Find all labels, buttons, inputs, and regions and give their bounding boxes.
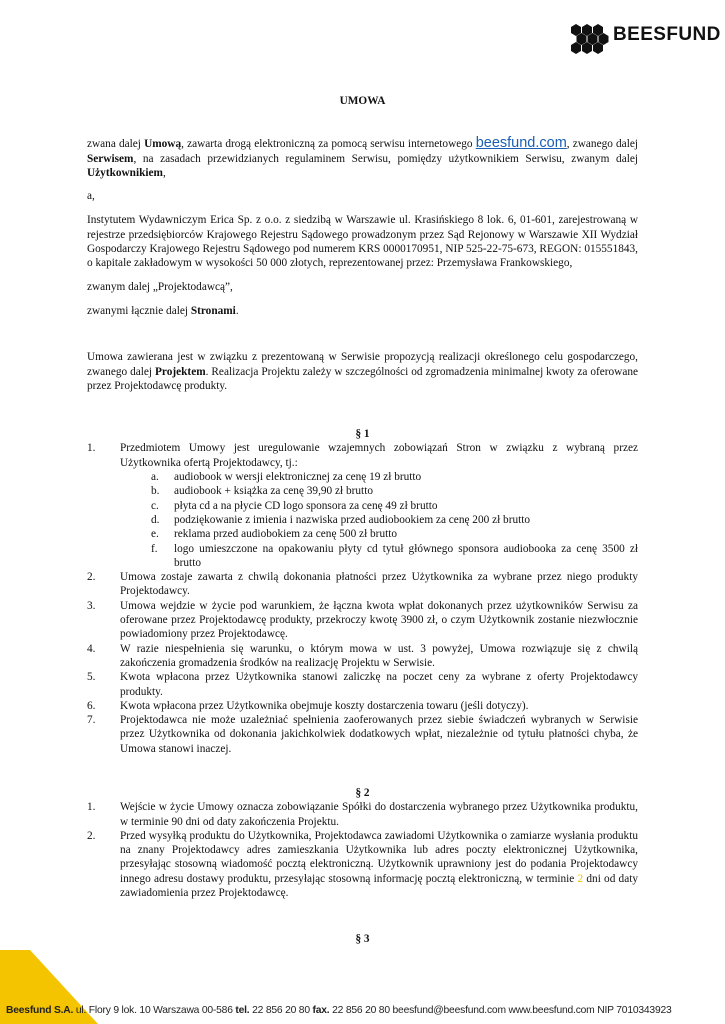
- list-item: 5. Kwota wpłacona przez Użytkownika stanowi zaliczkę na poczet ceny za wybrane z oferty Projektodawcy produkty.: [87, 671, 638, 698]
- document-body: [87, 94, 638, 947]
- document-title: UMOWA: [339, 95, 386, 107]
- section-1-heading: § 1: [355, 428, 370, 441]
- section-2-heading: § 2: [355, 786, 370, 799]
- sub-list-item: b. audiobook + książka za cenę 39,90 zł brutto: [151, 485, 373, 498]
- footer-tel: 22 856 20 80: [249, 1004, 313, 1016]
- logo-text: BEESFUND: [613, 24, 721, 45]
- strony-paragraph: zwanymi łącznie dalej Stronami.: [87, 304, 239, 317]
- honeycomb-icon: [569, 22, 611, 56]
- sub-list-item: d. podziękowanie z imienia i nazwiska przed audiobookiem za cenę 200 zł brutto: [151, 513, 531, 526]
- projektodawca-paragraph: zwanym dalej „Projektodawcą”,: [87, 280, 233, 293]
- list-item: 1. Wejście w życie Umowy oznacza zobowiązanie Spółki do dostarczenia wybranego przez Użytkownika produktu, w terminie 90 dni od daty zakończenia Projektu.: [87, 801, 638, 828]
- footer-address: ul. Flory 9 lok. 10 Warszawa 00-586: [73, 1004, 236, 1016]
- list-item: 6. Kwota wpłacona przez Użytkownika obejmuje koszty dostarczenia towaru (jeśli dotyczy).: [87, 699, 529, 712]
- highlighted-days: 2: [577, 872, 584, 885]
- sub-list-item: c. płyta cd a na płycie CD logo sponsora za cenę 49 zł brutto: [151, 499, 438, 512]
- section-3-heading: § 3: [355, 933, 370, 946]
- sub-list-item: e. reklama przed audiobokiem za cenę 500 zł brutto: [151, 528, 398, 541]
- footer: Beesfund S.A. ul. Flory 9 lok. 10 Warszawa 00-586 tel. 22 856 20 80 fax. 22 856 20 80 beesfund@beesfund.com www.beesfund.com NIP 7010343923: [6, 1004, 672, 1016]
- footer-contact: 22 856 20 80 beesfund@beesfund.com www.beesfund.com NIP 7010343923: [329, 1004, 672, 1016]
- list-item: 2. Przed wysyłką produktu do Użytkownika, Projektodawca zawiadomi Użytkownika o zamiarze wysłania produktu na znany Projektodawcy adres zamieszkania Użytkownika lub adres poczty elektronicznej Użytkownika, przesyłając stosowną wiadomość pocztą elektroniczną. Użytkownik uprawniony jest do podania Projektodawcy innego adresu dostawy produktu, przesyłając stosowną informację pocztą elektroniczną, w terminie 2 dni od daty zawiadomienia przez Projektodawcę.: [87, 829, 638, 900]
- list-item: 3. Umowa wejdzie w życie pod warunkiem, że łączna kwota wpłat dokonanych przez użytkowników Serwisu za oferowane przez Projektodawcę produkty, przekroczy kwotę 3900 zł, o czym Użytkownik zostanie niezwłocznie powiadomiony przez Projektodawcę.: [87, 599, 638, 641]
- intro-paragraph: zwana dalej Umową, zawarta drogą elektroniczną za pomocą serwisu internetowego beesfund.com, zwanego dalej Serwisem, na zasadach przewidzianych regulaminem Serwisu, pomiędzy użytkownikiem Serwisu, zwanym dalej Użytkownikiem,: [87, 135, 638, 179]
- project-paragraph: Umowa zawierana jest w związku z prezentowaną w Serwisie propozycją realizacji określonego celu gospodarczego, zwanego dalej Projektem. Realizacja Projektu zależy w szczególności od zgromadzenia minimalnej kwoty za oferowane przez Projektodawcę produkty.: [87, 351, 638, 392]
- list-item: 7. Projektodawca nie może uzależniać spełnienia zaoferowanych przez siebie świadczeń wybranych w Serwisie przez Użytkownika od dokonania jakichkolwiek dodatkowych wpłat, niezależnie od tytułu płatności chyba, że Umowa stanowi inaczej.: [87, 714, 638, 755]
- list-item: 2. Umowa zostaje zawarta z chwilą dokonania płatności przez Użytkownika za wybrane przez niego produkty Projektodawcy.: [87, 571, 638, 598]
- sub-list-item: f. logo umieszczone na opakowaniu płyty cd tytuł głównego sponsora audiobooka za cenę 3500 zł brutto: [151, 542, 638, 569]
- beesfund-link[interactable]: beesfund.com: [475, 135, 567, 152]
- conjunction-a: a,: [87, 190, 95, 203]
- list-item: 4. W razie niespełnienia się warunku, o którym mowa w ust. 3 powyżej, Umowa rozwiązuje się z chwilą zakończenia gromadzenia środków na realizację Projektu w Serwisie.: [87, 642, 638, 669]
- footer-company: Beesfund S.A.: [6, 1004, 74, 1016]
- list-item: 1. Przedmiotem Umowy jest uregulowanie wzajemnych zobowiązań Stron w związku z wybraną przez Użytkownika ofertą Projektodawcy, tj.:: [87, 442, 638, 469]
- party-paragraph: Instytutem Wydawniczym Erica Sp. z o.o. z siedzibą w Warszawie ul. Krasińskiego 8 lok. 6, 01-601, zarejestrowaną w rejestrze przedsiębiorców Krajowego Rejestru Sądowego prowadzonym przez Sąd Rejonowy w Warszawie XII Wydział Gospodarczy Krajowego Rejestru Sądowego pod numerem KRS 0000170951, NIP 525-22-75-673, REGON: 015551843, o kapitale zakładowym w wysokości 50 000 złotych, reprezentowanej przez: Przemysława Frankowskiego,: [87, 214, 638, 270]
- sub-list-item: a. audiobook w wersji elektronicznej za cenę 19 zł brutto: [151, 471, 422, 484]
- beesfund-logo: [569, 22, 721, 56]
